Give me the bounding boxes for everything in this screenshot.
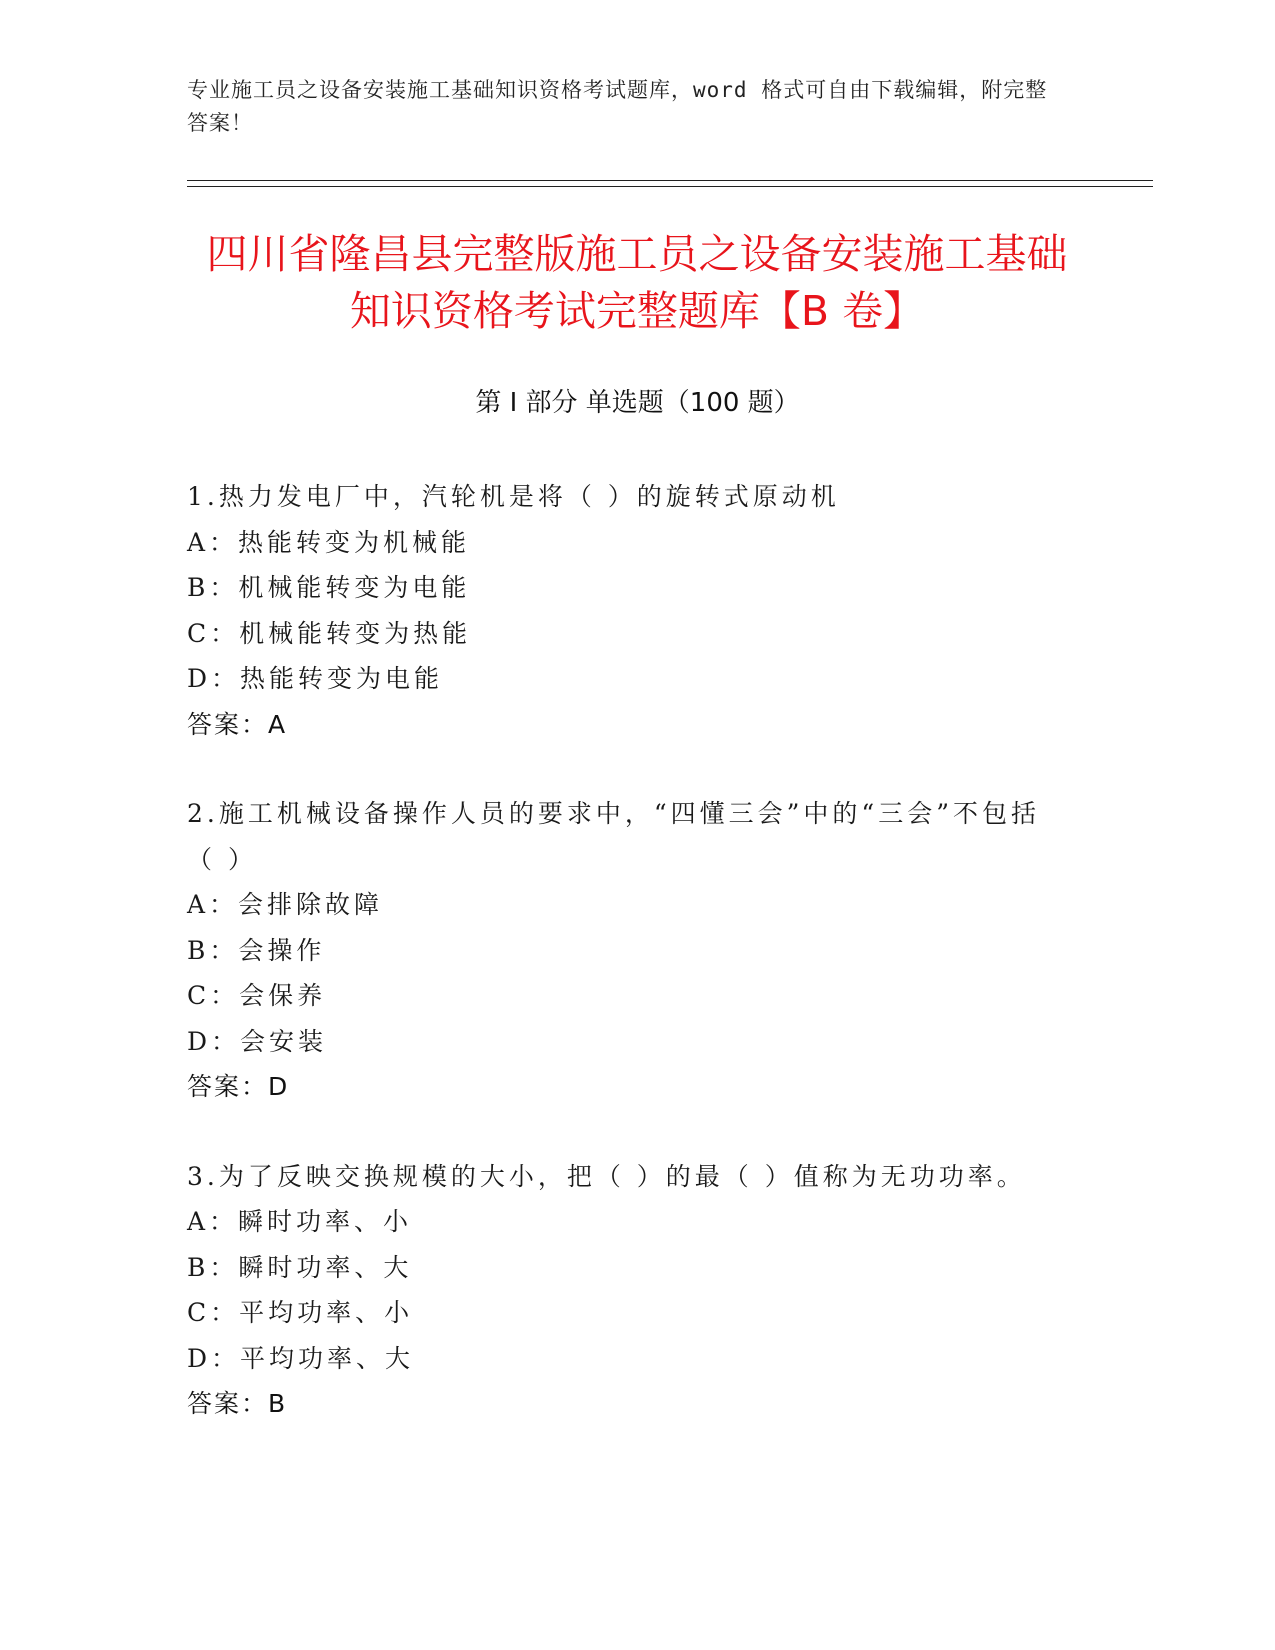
question-option-a: A：会排除故障 (187, 890, 384, 919)
question-answer: 答案：D (187, 1072, 290, 1101)
question-item (187, 1154, 1067, 1427)
question-answer: 答案：B (187, 1389, 288, 1418)
header-divider-top (187, 180, 1153, 181)
question-stem: 2.施工机械设备操作人员的要求中，“四懂三会”中的“三会”不包括（ ） (187, 799, 1040, 874)
question-option-c: C：机械能转变为热能 (187, 618, 472, 648)
question-option-a: A：热能转变为机械能 (187, 527, 471, 557)
document-title: 四川省隆昌县完整版施工员之设备安装施工基础知识资格考试完整题库【B 卷】 (206, 230, 1068, 335)
question-item (187, 791, 1067, 1110)
question-option-b: B：机械能转变为电能 (187, 573, 471, 602)
question-option-d: D：会安装 (187, 1026, 328, 1056)
question-option-b: B：瞬时功率、大 (187, 1252, 413, 1282)
question-stem: 1.热力发电厂中，汽轮机是将（ ）的旋转式原动机 (187, 482, 840, 511)
question-option-a: A：瞬时功率、小 (187, 1207, 413, 1236)
question-list (187, 474, 1067, 1471)
header-divider-bottom (187, 186, 1153, 187)
header-note: 专业施工员之设备安装施工基础知识资格考试题库，word 格式可自由下载编辑，附完整答案！ (187, 78, 1048, 135)
question-item (187, 474, 1067, 747)
question-option-b: B：会操作 (187, 935, 326, 965)
question-option-c: C：平均功率、小 (187, 1298, 414, 1327)
section-title: 第 I 部分 单选题（100 题） (475, 388, 800, 418)
question-option-d: D：热能转变为电能 (187, 664, 444, 693)
question-option-c: C：会保养 (187, 981, 327, 1010)
question-answer: 答案：A (187, 709, 288, 739)
question-option-d: D：平均功率、大 (187, 1343, 415, 1373)
question-stem: 3.为了反映交换规模的大小，把（ ）的最（ ）值称为无功功率。 (187, 1161, 1026, 1191)
